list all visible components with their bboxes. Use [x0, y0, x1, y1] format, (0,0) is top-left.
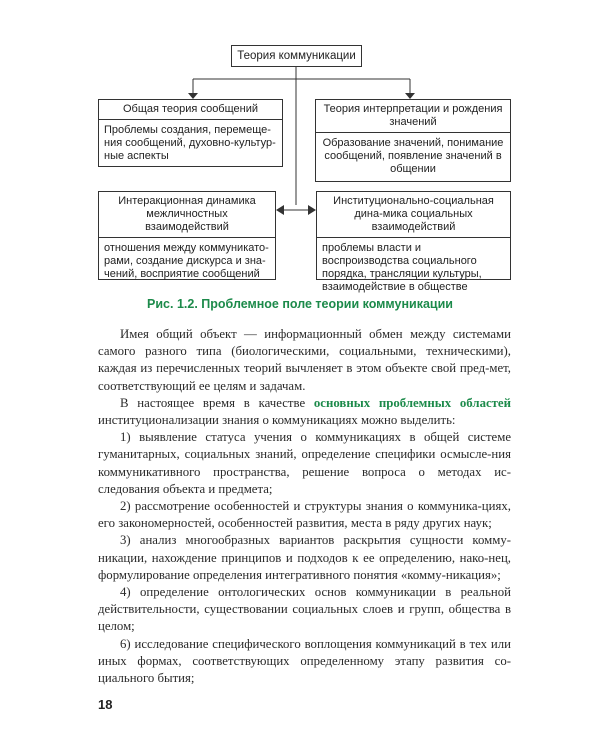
- root-label: Теория коммуникации: [237, 50, 356, 62]
- list-item: 2) рассмотрение особенностей и структуры знания о коммуника-циях, его закономерностей, особенностей развития, места в ряду других наук;: [98, 499, 511, 531]
- arrow-right: [308, 205, 316, 215]
- page-number: 18: [98, 697, 113, 712]
- body-text: [98, 326, 511, 687]
- box-body: отношения между коммуникато-рами, создание дискурса и зна-чений, восприятие сообщений: [104, 242, 269, 280]
- list-item: 3) анализ многообразных вариантов раскрытия сущности комму-никации, нахождение принципов и подходов к ее определению, нако-нец, формулирование определения интегративного понятия «комму-никация»;: [98, 533, 511, 582]
- box-general-message-theory: [98, 99, 283, 167]
- paragraph-text: В настоящее время в качестве: [120, 395, 314, 410]
- box-head: Интеракционная динамика межличностных взаимодействий: [99, 192, 275, 238]
- box-head: Институционально-социальная дина-мика социальных взаимодействий: [317, 192, 510, 238]
- figure-caption: Рис. 1.2. Проблемное поле теории коммуникации: [147, 297, 453, 311]
- box-body: Образование значений, понимание сообщений, появление значений в общении: [322, 137, 504, 175]
- box-interpretation-theory: [315, 99, 511, 182]
- paragraph: [98, 395, 511, 429]
- arrow-left: [276, 205, 284, 215]
- box-head: Теория интерпретации и рождения значений: [316, 100, 510, 133]
- paragraph: Имея общий объект — информационный обмен между системами самого разного типа (биологическими, социальными, техническими), каждая из перечисленных теорий вычленяет в этом объекте свой пред-мет, соответствующий ее целям и задачам.: [98, 327, 511, 393]
- list-item: 6) исследование специфического воплощения коммуникаций в тех или иных формах, соответствующих определенному этапу развития со-циального бытия;: [98, 636, 511, 686]
- list-item: 4) определение онтологических основ коммуникации в реальной действительности, существовании социальных слоев и групп, общества в целом;: [98, 585, 511, 634]
- box-body: Проблемы создания, перемеще-ния сообщений, духовно-культур-ные аспекты: [104, 124, 276, 162]
- box-institutional-dynamics: [316, 191, 511, 293]
- root-box: [231, 45, 362, 67]
- paragraph-text: институционализации знания о коммуникациях можно выделить:: [98, 413, 456, 428]
- problem-field-diagram: [0, 0, 600, 300]
- box-body: проблемы власти и воспроизводства социального порядка, трансляции культуры, взаимодействие в обществе: [322, 242, 482, 293]
- highlighted-term: основных проблемных областей: [313, 395, 511, 410]
- box-interaction-dynamics: [98, 191, 276, 280]
- list-item: 1) выявление статуса учения о коммуникациях в общей системе гуманитарных, социальных знаний, определение специфики осмысле-ния коммуникативного пространства, решение вопроса о методах ис-следования объекта и предмета;: [98, 430, 511, 496]
- box-head: Общая теория сообщений: [99, 100, 282, 120]
